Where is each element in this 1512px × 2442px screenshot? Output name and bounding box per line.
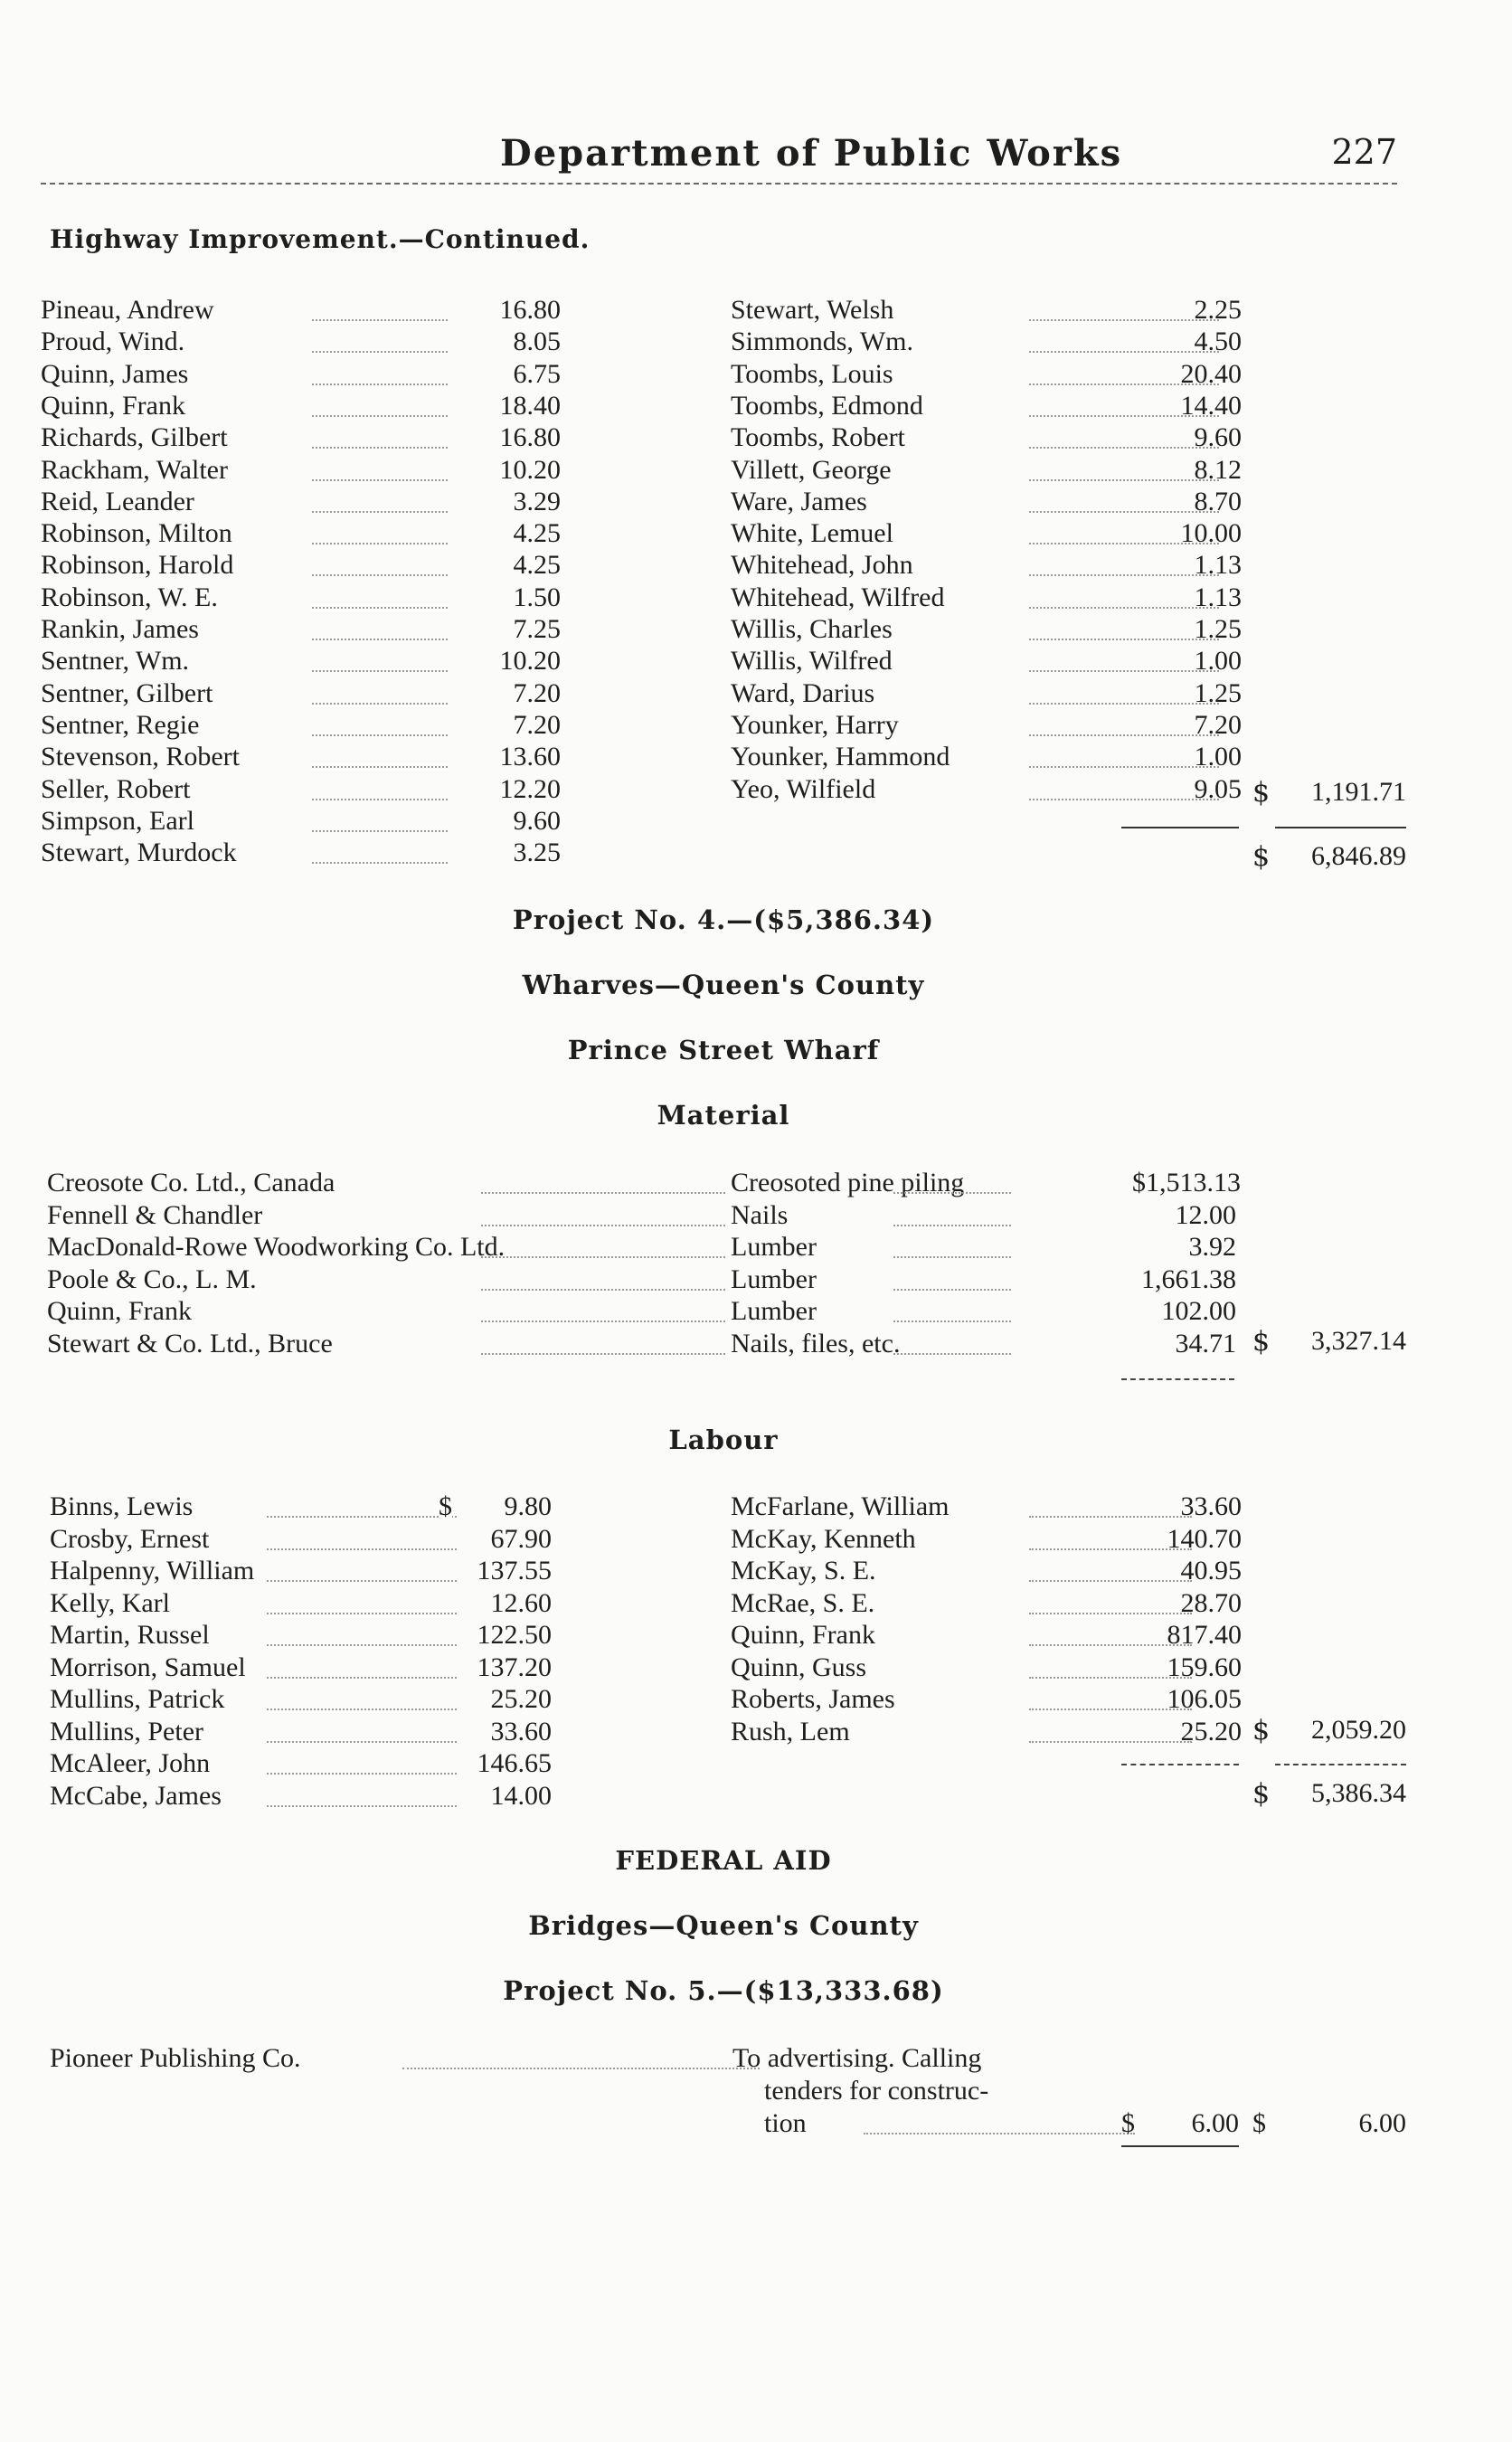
highway-row-name: Younker, Harry — [731, 709, 899, 740]
highway-row-name: Pineau, Andrew — [41, 295, 214, 325]
leader-dots — [312, 479, 448, 481]
highway-row-name: Richards, Gilbert — [41, 422, 228, 453]
highway-row-amount: 8.12 — [1194, 454, 1242, 485]
leader-dots — [267, 1644, 457, 1646]
leader-dots — [893, 1225, 1011, 1226]
highway-row-amount: 9.60 — [513, 805, 561, 836]
labour-row-amount: 33.60 — [1180, 1491, 1242, 1521]
material-row-item: Nails — [731, 1199, 789, 1230]
material-row-amount: 12.00 — [1175, 1199, 1236, 1230]
labour-row — [731, 1587, 1246, 1620]
highway-rule-1 — [1121, 827, 1239, 828]
highway-row-amount: 1.13 — [1194, 550, 1242, 581]
highway-rule-2 — [1275, 827, 1406, 828]
material-row — [47, 1295, 1241, 1328]
federal-entry-desc-3: tion — [764, 2108, 807, 2138]
highway-row — [731, 709, 1246, 742]
leader-dots — [893, 1256, 1011, 1258]
material-row-name: Quinn, Frank — [47, 1296, 192, 1326]
highway-row-amount: 10.00 — [1180, 518, 1242, 549]
leader-dots — [312, 543, 448, 544]
federal-entry — [50, 2042, 1415, 2138]
leader-dots — [481, 1289, 725, 1291]
material-row — [47, 1199, 1241, 1232]
highway-row — [731, 773, 1246, 806]
labour-row-name: Halpenny, William — [50, 1556, 255, 1585]
highway-row-name: White, Lemuel — [731, 518, 893, 549]
labour-row — [50, 1747, 565, 1780]
highway-row — [731, 486, 1246, 518]
highway-row — [731, 582, 1246, 614]
labour-row-name: McCabe, James — [50, 1780, 222, 1811]
labour-row — [731, 1619, 1246, 1652]
wharves-heading: Wharves—Queen's County — [522, 970, 925, 1000]
highway-row — [731, 390, 1246, 422]
highway-row-amount: 1.50 — [513, 582, 561, 612]
material-row-item: Lumber — [731, 1296, 817, 1326]
labour-row — [50, 1619, 565, 1652]
material-row-amount: 1,661.38 — [1141, 1264, 1236, 1294]
material-row-amount: 34.71 — [1175, 1328, 1236, 1358]
highway-row-name: Toombs, Louis — [731, 358, 893, 389]
labour-row — [731, 1555, 1246, 1587]
highway-row-amount: 8.05 — [513, 327, 561, 357]
project-4-total: 5,386.34 — [1311, 1778, 1406, 1808]
material-row-item: Lumber — [731, 1264, 817, 1294]
highway-row-name: Sentner, Gilbert — [41, 677, 213, 708]
highway-row — [731, 294, 1246, 327]
highway-row — [41, 805, 565, 838]
highway-row-amount: 8.70 — [1194, 486, 1242, 516]
labour-row — [50, 1555, 565, 1587]
leader-dots — [481, 1353, 725, 1355]
labour-rule-2 — [1275, 1764, 1406, 1765]
page-title: Department of Public Works — [500, 132, 1123, 175]
leader-dots — [893, 1353, 1011, 1355]
material-rule — [1121, 1378, 1234, 1380]
labour-row-amount: 9.80 — [504, 1491, 552, 1521]
material-row-item: Creosoted pine piling — [731, 1168, 965, 1197]
leader-dots — [267, 1613, 457, 1614]
labour-rule-1 — [1121, 1764, 1239, 1765]
header-rule — [41, 183, 1397, 185]
highway-row-amount: 16.80 — [499, 422, 561, 453]
material-row-amount: 102.00 — [1161, 1296, 1236, 1326]
federal-entry-dollar-2: $ — [1252, 2108, 1266, 2138]
labour-total: 2,059.20 — [1311, 1715, 1406, 1745]
federal-entry-desc-2: tenders for construc- — [764, 2076, 989, 2106]
federal-entry-amount-2: 6.00 — [1358, 2108, 1406, 2138]
labour-row-name: McRae, S. E. — [731, 1587, 875, 1618]
highway-row-name: Toombs, Edmond — [731, 390, 923, 421]
highway-row-amount: 1.25 — [1194, 614, 1242, 644]
highway-row — [731, 358, 1246, 391]
leader-dots — [312, 511, 448, 513]
highway-row-name: Robinson, Milton — [41, 518, 232, 549]
leader-dots — [312, 830, 448, 832]
labour-row-amount: 40.95 — [1180, 1556, 1242, 1585]
material-heading: Material — [657, 1100, 790, 1131]
leader-dots — [312, 766, 448, 768]
highway-row-name: Robinson, Harold — [41, 550, 234, 581]
highway-row-amount: 14.40 — [1180, 390, 1242, 421]
highway-row-name: Proud, Wind. — [41, 327, 185, 357]
leader-dots — [312, 703, 448, 705]
highway-subtotal-dollar: $ — [1252, 777, 1271, 809]
highway-row-name: Stewart, Murdock — [41, 838, 237, 868]
highway-row-amount: 4.25 — [513, 550, 561, 581]
highway-row-amount: 9.05 — [1194, 773, 1242, 804]
highway-row-amount: 13.60 — [499, 742, 561, 772]
leader-dots — [893, 1192, 1011, 1194]
material-row-item: Lumber — [731, 1232, 817, 1262]
highway-row-name: Rackham, Walter — [41, 454, 228, 485]
federal-entry-amount-1: 6.00 — [1191, 2108, 1239, 2138]
highway-row-amount: 2.25 — [1194, 295, 1242, 325]
federal-entry-desc-1: To advertising. Calling — [732, 2043, 982, 2073]
labour-row — [731, 1683, 1246, 1716]
leader-dots — [312, 607, 448, 609]
highway-row-amount: 7.25 — [513, 614, 561, 644]
leader-dots — [312, 734, 448, 736]
highway-row — [731, 517, 1246, 550]
highway-row-name: Yeo, Wilfield — [731, 773, 876, 804]
material-row-name: Stewart & Co. Ltd., Bruce — [47, 1328, 333, 1358]
labour-row — [50, 1652, 565, 1684]
leader-dots — [893, 1289, 1011, 1291]
page-number: 227 — [1331, 132, 1397, 172]
highway-row — [731, 741, 1246, 773]
highway-row — [41, 421, 565, 454]
highway-row-amount: 1.00 — [1194, 646, 1242, 677]
labour-row-amount: 12.60 — [490, 1587, 552, 1618]
labour-row — [50, 1716, 565, 1748]
leader-dots — [267, 1773, 457, 1775]
material-total: 3,327.14 — [1311, 1326, 1406, 1356]
highway-row — [41, 773, 565, 806]
highway-row — [41, 837, 565, 869]
labour-row-amount: 25.20 — [1180, 1716, 1242, 1746]
highway-row-amount: 9.60 — [1194, 422, 1242, 453]
highway-row-name: Willis, Charles — [731, 614, 893, 644]
material-row — [47, 1328, 1241, 1360]
labour-row-amount: 137.20 — [477, 1652, 552, 1682]
leader-dots — [267, 1741, 457, 1743]
highway-row-name: Stewart, Welsh — [731, 295, 894, 325]
project-4-title: Project No. 4.—($5,386.34) — [512, 904, 935, 935]
highway-row — [731, 613, 1246, 646]
leader-dots — [267, 1516, 457, 1518]
labour-row-amount: 14.00 — [490, 1780, 552, 1811]
leader-dots — [312, 447, 448, 449]
labour-row — [731, 1491, 1246, 1523]
highway-row-amount: 3.29 — [513, 486, 561, 516]
highway-row-name: Seller, Robert — [41, 773, 191, 804]
labour-row-name: Mullins, Peter — [50, 1716, 203, 1746]
highway-row — [41, 677, 565, 710]
highway-total: 6,846.89 — [1311, 841, 1406, 871]
labour-row-name: Morrison, Samuel — [50, 1652, 246, 1682]
highway-row — [731, 677, 1246, 710]
leader-dots — [312, 639, 448, 640]
highway-row-name: Willis, Wilfred — [731, 646, 893, 677]
material-row-name: Poole & Co., L. M. — [47, 1264, 257, 1294]
highway-row — [41, 486, 565, 518]
leader-dots — [864, 2133, 1135, 2134]
material-row — [47, 1264, 1241, 1296]
highway-row-amount: 7.20 — [1194, 709, 1242, 740]
highway-row-amount: 16.80 — [499, 295, 561, 325]
leader-dots — [312, 862, 448, 864]
leader-dots — [402, 2068, 760, 2069]
leader-dots — [481, 1225, 725, 1226]
labour-row — [50, 1523, 565, 1556]
labour-row-name: Crosby, Ernest — [50, 1523, 210, 1554]
labour-row-amount: 159.60 — [1167, 1652, 1242, 1682]
labour-total-dollar: $ — [1252, 1715, 1271, 1746]
labour-row-name: McKay, Kenneth — [731, 1523, 916, 1554]
labour-row-name: McFarlane, William — [731, 1491, 950, 1521]
highway-row-name: Villett, George — [731, 454, 892, 485]
highway-row-amount: 4.50 — [1194, 327, 1242, 357]
leader-dots — [312, 319, 448, 321]
highway-row — [41, 645, 565, 677]
highway-row-name: Rankin, James — [41, 614, 199, 644]
highway-row-name: Sentner, Regie — [41, 709, 200, 740]
highway-row — [731, 549, 1246, 582]
highway-row-name: Stevenson, Robert — [41, 742, 240, 772]
federal-rule — [1121, 2145, 1239, 2147]
labour-row-name: Binns, Lewis — [50, 1491, 194, 1521]
leader-dots — [893, 1320, 1011, 1322]
page-header — [41, 127, 1397, 190]
labour-row-amount: 146.65 — [477, 1748, 552, 1778]
labour-row — [731, 1523, 1246, 1556]
project-4-total-dollar: $ — [1252, 1778, 1271, 1810]
labour-row-name: Mullins, Patrick — [50, 1684, 225, 1714]
labour-row-name: McAleer, John — [50, 1748, 211, 1778]
highway-row — [41, 358, 565, 391]
leader-dots — [481, 1256, 725, 1258]
highway-row-name: Whitehead, John — [731, 550, 913, 581]
highway-row-name: Simmonds, Wm. — [731, 327, 913, 357]
highway-row — [41, 709, 565, 742]
highway-row-amount: 1.13 — [1194, 582, 1242, 612]
material-row-item: Nails, files, etc. — [731, 1328, 901, 1358]
highway-total-dollar: $ — [1252, 841, 1271, 873]
highway-row — [731, 326, 1246, 358]
highway-row-name: Simpson, Earl — [41, 805, 194, 836]
leader-dots — [481, 1320, 725, 1322]
section-title: Highway Improvement.—Continued. — [50, 224, 591, 254]
leader-dots — [267, 1580, 457, 1582]
material-row-name: MacDonald-Rowe Woodworking Co. Ltd. — [47, 1232, 506, 1262]
leader-dots — [481, 1192, 725, 1194]
highway-row-amount: 18.40 — [499, 390, 561, 421]
labour-row — [50, 1587, 565, 1620]
labour-row-name: Quinn, Frank — [731, 1620, 875, 1650]
highway-row-name: Reid, Leander — [41, 486, 194, 516]
highway-row — [41, 517, 565, 550]
federal-entry-dollar-1: $ — [1121, 2108, 1135, 2138]
labour-row-dollar: $ — [439, 1491, 452, 1521]
material-row-name: Creosote Co. Ltd., Canada — [47, 1168, 335, 1197]
highway-row-name: Ward, Darius — [731, 677, 875, 708]
leader-dots — [267, 1708, 457, 1710]
highway-row — [41, 741, 565, 773]
labour-row-amount: 137.55 — [477, 1556, 552, 1585]
highway-row-amount: 6.75 — [513, 358, 561, 389]
labour-row-name: Martin, Russel — [50, 1620, 210, 1650]
labour-row-name: Roberts, James — [731, 1684, 895, 1714]
federal-aid-title: FEDERAL AID — [615, 1845, 832, 1876]
highway-row — [731, 454, 1246, 487]
labour-row-amount: 33.60 — [490, 1716, 552, 1746]
highway-row-amount: 3.25 — [513, 838, 561, 868]
highway-row-amount: 1.25 — [1194, 677, 1242, 708]
material-total-dollar: $ — [1252, 1326, 1271, 1358]
leader-dots — [267, 1548, 457, 1550]
federal-entry-name: Pioneer Publishing Co. — [50, 2043, 301, 2073]
leader-dots — [312, 799, 448, 800]
leader-dots — [312, 415, 448, 417]
leader-dots — [312, 574, 448, 576]
highway-row-amount: 20.40 — [1180, 358, 1242, 389]
labour-row-amount: 140.70 — [1167, 1523, 1242, 1554]
highway-row-name: Whitehead, Wilfred — [731, 582, 945, 612]
highway-row — [41, 326, 565, 358]
highway-row-amount: 12.20 — [499, 773, 561, 804]
highway-row — [41, 613, 565, 646]
labour-heading: Labour — [668, 1424, 779, 1455]
highway-row-amount: 10.20 — [499, 646, 561, 677]
leader-dots — [312, 351, 448, 353]
highway-row-name: Toombs, Robert — [731, 422, 905, 453]
highway-subtotal: 1,191.71 — [1311, 777, 1406, 807]
highway-row — [41, 454, 565, 487]
leader-dots — [312, 383, 448, 385]
labour-row-name: Kelly, Karl — [50, 1587, 171, 1618]
highway-row — [731, 421, 1246, 454]
bridges-heading: Bridges—Queen's County — [528, 1910, 919, 1941]
leader-dots — [267, 1677, 457, 1679]
highway-row-amount: 4.25 — [513, 518, 561, 549]
highway-row — [41, 294, 565, 327]
highway-row-amount: 1.00 — [1194, 742, 1242, 772]
highway-row-amount: 7.20 — [513, 709, 561, 740]
material-row — [47, 1167, 1241, 1199]
labour-row — [731, 1716, 1246, 1748]
highway-row-amount: 10.20 — [499, 454, 561, 485]
labour-row-name: McKay, S. E. — [731, 1556, 876, 1585]
labour-row — [50, 1491, 565, 1523]
highway-row-name: Younker, Hammond — [731, 742, 950, 772]
labour-row-amount: 25.20 — [490, 1684, 552, 1714]
highway-row — [41, 549, 565, 582]
material-row-name: Fennell & Chandler — [47, 1199, 263, 1230]
material-row-amount: 3.92 — [1188, 1232, 1236, 1262]
highway-row — [731, 645, 1246, 677]
highway-row-name: Robinson, W. E. — [41, 582, 218, 612]
labour-row — [731, 1652, 1246, 1684]
project-5-title: Project No. 5.—($13,333.68) — [503, 1975, 944, 2006]
highway-row-name: Ware, James — [731, 486, 867, 516]
labour-row-amount: 28.70 — [1180, 1587, 1242, 1618]
wharf-heading: Prince Street Wharf — [567, 1035, 880, 1065]
labour-row-amount: 122.50 — [477, 1620, 552, 1650]
highway-row-name: Quinn, Frank — [41, 390, 185, 421]
labour-row-amount: 67.90 — [490, 1523, 552, 1554]
material-row — [47, 1231, 1241, 1264]
labour-row — [50, 1683, 565, 1716]
labour-row-name: Rush, Lem — [731, 1716, 850, 1746]
material-row-amount: $1,513.13 — [1132, 1168, 1241, 1197]
highway-row-name: Quinn, James — [41, 358, 189, 389]
highway-row — [41, 582, 565, 614]
leader-dots — [267, 1805, 457, 1807]
labour-row — [50, 1780, 565, 1813]
highway-row — [41, 390, 565, 422]
highway-row-name: Sentner, Wm. — [41, 646, 190, 677]
labour-row-amount: 106.05 — [1167, 1684, 1242, 1714]
labour-row-name: Quinn, Guss — [731, 1652, 867, 1682]
highway-row-amount: 7.20 — [513, 677, 561, 708]
leader-dots — [312, 670, 448, 672]
labour-row-amount: 817.40 — [1167, 1620, 1242, 1650]
